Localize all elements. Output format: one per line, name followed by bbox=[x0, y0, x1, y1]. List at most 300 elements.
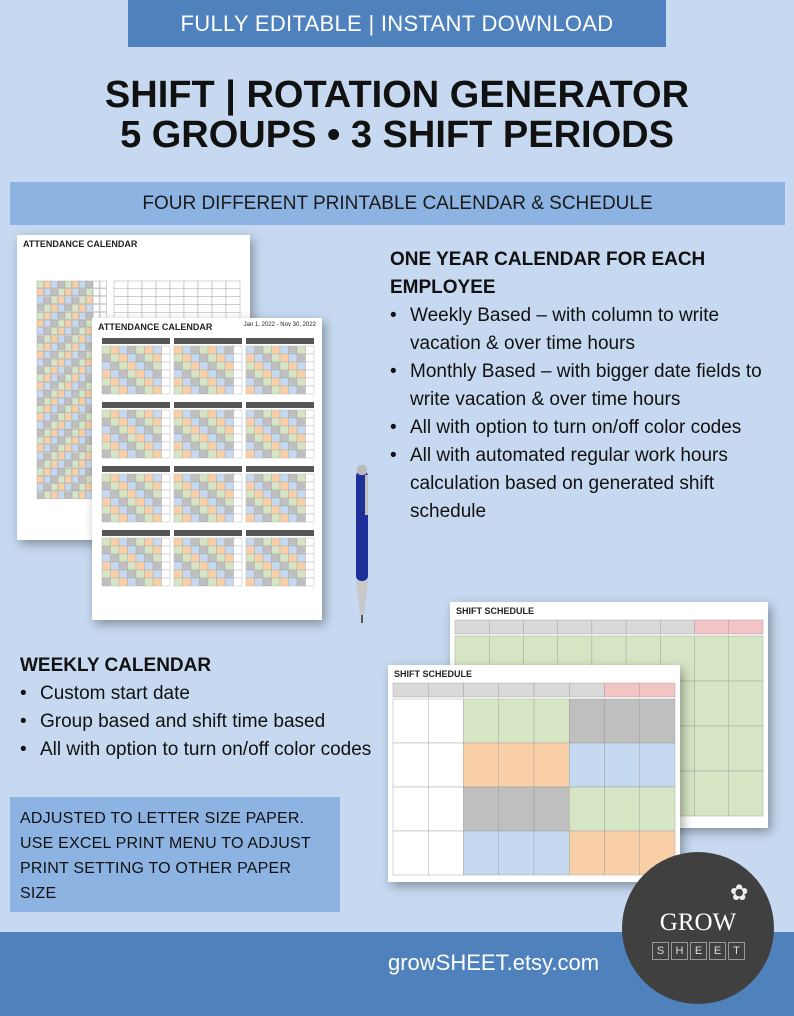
grid-cell bbox=[102, 466, 170, 472]
grid-cell bbox=[79, 382, 86, 389]
grid-cell bbox=[255, 554, 264, 562]
grid-cell bbox=[289, 410, 298, 418]
grid-cell bbox=[153, 554, 162, 562]
grid-cell bbox=[225, 378, 234, 386]
grid-cell bbox=[119, 538, 128, 546]
grid-cell bbox=[136, 362, 145, 370]
grid-cell bbox=[225, 346, 234, 354]
grid-cell bbox=[136, 490, 145, 498]
grid-cell bbox=[128, 482, 137, 490]
feature-item: • All with automated regular work hours calculation based on generated shift schedule bbox=[390, 442, 770, 526]
attendance-calendar-monthly-preview bbox=[92, 318, 322, 620]
grid-cell bbox=[93, 281, 100, 288]
grid-cell bbox=[660, 620, 694, 634]
grid-cell bbox=[255, 418, 264, 426]
grid-cell bbox=[37, 382, 44, 389]
grid-cell bbox=[255, 498, 264, 506]
grid-cell bbox=[255, 538, 264, 546]
grid-cell bbox=[58, 492, 65, 499]
grid-cell bbox=[37, 414, 44, 421]
grid-cell bbox=[37, 304, 44, 311]
grid-cell bbox=[263, 362, 272, 370]
grid-cell bbox=[208, 538, 217, 546]
grid-cell bbox=[297, 570, 306, 578]
grid-cell bbox=[246, 530, 314, 536]
grid-cell bbox=[58, 468, 65, 475]
grid-cell bbox=[72, 304, 79, 311]
grid-cell bbox=[72, 312, 79, 319]
grid-cell bbox=[111, 562, 120, 570]
grid-cell bbox=[65, 297, 72, 304]
grid-cell bbox=[191, 514, 200, 522]
grid-cell bbox=[37, 367, 44, 374]
grid-cell bbox=[86, 289, 93, 296]
grid-cell bbox=[272, 546, 281, 554]
grid-cell bbox=[145, 370, 154, 378]
grid-cell bbox=[102, 354, 111, 362]
grid-cell bbox=[558, 620, 592, 634]
grid-cell bbox=[191, 562, 200, 570]
grid-cell bbox=[44, 359, 51, 366]
grid-cell bbox=[37, 492, 44, 499]
grid-cell bbox=[217, 442, 226, 450]
grid-cell bbox=[79, 390, 86, 397]
grid-cell bbox=[280, 514, 289, 522]
grid-cell bbox=[200, 410, 209, 418]
grid-cell bbox=[145, 354, 154, 362]
grid-cell bbox=[272, 418, 281, 426]
grid-cell bbox=[234, 498, 243, 506]
grid-cell bbox=[263, 386, 272, 394]
grid-cell bbox=[102, 490, 111, 498]
grid-cell bbox=[272, 426, 281, 434]
grid-cell bbox=[246, 482, 255, 490]
grid-cell bbox=[263, 442, 272, 450]
grid-cell bbox=[153, 426, 162, 434]
grid-cell bbox=[162, 554, 171, 562]
grid-cell bbox=[111, 346, 120, 354]
grid-cell bbox=[569, 787, 604, 831]
grid-cell bbox=[162, 346, 171, 354]
grid-cell bbox=[225, 418, 234, 426]
grid-cell bbox=[44, 328, 51, 335]
grid-cell bbox=[217, 490, 226, 498]
grid-cell bbox=[44, 375, 51, 382]
weekly-heading: WEEKLY CALENDAR bbox=[20, 655, 212, 676]
grid-cell bbox=[44, 351, 51, 358]
grid-cell bbox=[174, 402, 242, 408]
grid-cell bbox=[695, 681, 729, 726]
grid-cell bbox=[162, 514, 171, 522]
grid-cell bbox=[464, 683, 499, 697]
grid-cell bbox=[272, 554, 281, 562]
grid-cell bbox=[100, 304, 107, 311]
grid-cell bbox=[246, 370, 255, 378]
grid-cell bbox=[255, 474, 264, 482]
grid-cell bbox=[44, 336, 51, 343]
grid-cell bbox=[640, 699, 675, 743]
grid-cell bbox=[263, 410, 272, 418]
grid-cell bbox=[198, 289, 212, 297]
grid-cell bbox=[174, 570, 183, 578]
grid-cell bbox=[297, 450, 306, 458]
grid-cell bbox=[263, 538, 272, 546]
grid-cell bbox=[65, 421, 72, 428]
grid-cell bbox=[464, 831, 499, 875]
grid-cell bbox=[208, 418, 217, 426]
grid-cell bbox=[289, 354, 298, 362]
grid-cell bbox=[136, 450, 145, 458]
grid-cell bbox=[183, 474, 192, 482]
grid-cell bbox=[65, 336, 72, 343]
grid-cell bbox=[272, 354, 281, 362]
grid-cell bbox=[174, 338, 242, 344]
grid-cell bbox=[72, 343, 79, 350]
grid-cell bbox=[145, 426, 154, 434]
grid-cell bbox=[44, 492, 51, 499]
grid-cell bbox=[136, 514, 145, 522]
grid-cell bbox=[102, 442, 111, 450]
grid-cell bbox=[128, 498, 137, 506]
grid-cell bbox=[100, 281, 107, 288]
grid-cell bbox=[174, 346, 183, 354]
grid-cell bbox=[208, 442, 217, 450]
grid-cell bbox=[499, 831, 534, 875]
grid-cell bbox=[72, 367, 79, 374]
grid-cell bbox=[44, 343, 51, 350]
grid-cell bbox=[174, 466, 242, 472]
grid-cell bbox=[212, 289, 226, 297]
grid-cell bbox=[156, 289, 170, 297]
grid-cell bbox=[51, 492, 58, 499]
grid-cell bbox=[79, 460, 86, 467]
grid-cell bbox=[234, 410, 243, 418]
grid-cell bbox=[114, 304, 128, 312]
grid-cell bbox=[217, 514, 226, 522]
grid-cell bbox=[162, 410, 171, 418]
grid-cell bbox=[272, 410, 281, 418]
grid-cell bbox=[86, 297, 93, 304]
grid-cell bbox=[51, 406, 58, 413]
grid-cell bbox=[217, 578, 226, 586]
grid-cell bbox=[79, 320, 86, 327]
grid-cell bbox=[128, 346, 137, 354]
grid-cell bbox=[217, 482, 226, 490]
grid-cell bbox=[128, 506, 137, 514]
grid-cell bbox=[255, 426, 264, 434]
grid-cell bbox=[306, 450, 315, 458]
grid-cell bbox=[208, 490, 217, 498]
grid-cell bbox=[191, 442, 200, 450]
grid-cell bbox=[289, 546, 298, 554]
grid-cell bbox=[695, 771, 729, 816]
shop-url[interactable]: growSHEET.etsy.com bbox=[388, 950, 600, 975]
grid-cell bbox=[191, 370, 200, 378]
grid-cell bbox=[174, 474, 183, 482]
grid-cell bbox=[128, 281, 142, 289]
grid-cell bbox=[183, 346, 192, 354]
grid-cell bbox=[44, 414, 51, 421]
grid-cell bbox=[65, 484, 72, 491]
grid-cell bbox=[234, 482, 243, 490]
grid-cell bbox=[111, 474, 120, 482]
grid-cell bbox=[225, 482, 234, 490]
grid-cell bbox=[51, 343, 58, 350]
grid-cell bbox=[234, 546, 243, 554]
grid-cell bbox=[174, 378, 183, 386]
grid-cell bbox=[246, 554, 255, 562]
grid-cell bbox=[200, 386, 209, 394]
grid-cell bbox=[58, 343, 65, 350]
grid-cell bbox=[174, 354, 183, 362]
grid-cell bbox=[183, 482, 192, 490]
grid-cell bbox=[306, 354, 315, 362]
grid-cell bbox=[128, 354, 137, 362]
grid-cell bbox=[162, 450, 171, 458]
grid-cell bbox=[225, 546, 234, 554]
grid-cell bbox=[58, 437, 65, 444]
grid-cell bbox=[65, 359, 72, 366]
grid-cell bbox=[263, 450, 272, 458]
feature-item: • Weekly Based – with column to write vacation & over time hours bbox=[390, 302, 770, 358]
logo-letter: E bbox=[709, 942, 726, 960]
grid-cell bbox=[246, 514, 255, 522]
grid-cell bbox=[246, 434, 255, 442]
grid-cell bbox=[246, 402, 314, 408]
grid-cell bbox=[65, 429, 72, 436]
grid-cell bbox=[170, 289, 184, 297]
grid-cell bbox=[246, 562, 255, 570]
grid-cell bbox=[226, 289, 240, 297]
grid-cell bbox=[695, 636, 729, 681]
grid-cell bbox=[289, 378, 298, 386]
grid-cell bbox=[234, 346, 243, 354]
grid-cell bbox=[306, 490, 315, 498]
grid-cell bbox=[162, 506, 171, 514]
grid-cell bbox=[200, 514, 209, 522]
grid-cell bbox=[153, 410, 162, 418]
grid-cell bbox=[119, 498, 128, 506]
grid-cell bbox=[174, 538, 183, 546]
grid-cell bbox=[102, 386, 111, 394]
grid-cell bbox=[217, 354, 226, 362]
grid-cell bbox=[246, 354, 255, 362]
grid-cell bbox=[65, 289, 72, 296]
grid-cell bbox=[102, 362, 111, 370]
grid-cell bbox=[37, 437, 44, 444]
grid-cell bbox=[153, 506, 162, 514]
grid-cell bbox=[234, 442, 243, 450]
grid-cell bbox=[51, 297, 58, 304]
grid-cell bbox=[191, 362, 200, 370]
grid-cell bbox=[128, 490, 137, 498]
grid-cell bbox=[534, 831, 569, 875]
grid-cell bbox=[191, 434, 200, 442]
grid-cell bbox=[217, 362, 226, 370]
grid-cell bbox=[119, 482, 128, 490]
grid-cell bbox=[191, 474, 200, 482]
yearly-heading: ONE YEAR CALENDAR FOR EACH EMPLOYEE bbox=[390, 249, 706, 298]
grid-cell bbox=[255, 386, 264, 394]
grid-cell bbox=[217, 426, 226, 434]
grid-cell bbox=[44, 312, 51, 319]
grid-cell bbox=[255, 514, 264, 522]
grid-cell bbox=[44, 484, 51, 491]
grid-cell bbox=[44, 320, 51, 327]
grid-cell bbox=[153, 354, 162, 362]
grid-cell bbox=[280, 378, 289, 386]
schedule-grid bbox=[388, 681, 680, 878]
grid-cell bbox=[729, 636, 763, 681]
grid-cell bbox=[306, 362, 315, 370]
grid-cell bbox=[191, 346, 200, 354]
logo-grow: GROW bbox=[659, 909, 737, 936]
grid-cell bbox=[246, 506, 255, 514]
grid-cell bbox=[280, 562, 289, 570]
preview-title: ATTENDANCE CALENDAR bbox=[23, 239, 138, 249]
grid-cell bbox=[255, 354, 264, 362]
grid-cell bbox=[246, 450, 255, 458]
grid-cell bbox=[272, 442, 281, 450]
grid-cell bbox=[208, 410, 217, 418]
grid-cell bbox=[111, 570, 120, 578]
grid-cell bbox=[51, 437, 58, 444]
grid-cell bbox=[393, 699, 428, 743]
grid-cell bbox=[58, 312, 65, 319]
grid-cell bbox=[37, 453, 44, 460]
grid-cell bbox=[153, 370, 162, 378]
grid-cell bbox=[58, 351, 65, 358]
grid-cell bbox=[455, 620, 489, 634]
grid-cell bbox=[79, 398, 86, 405]
grid-cell bbox=[183, 546, 192, 554]
grid-cell bbox=[499, 683, 534, 697]
grid-cell bbox=[128, 474, 137, 482]
grid-cell bbox=[111, 370, 120, 378]
grid-cell bbox=[225, 426, 234, 434]
grid-cell bbox=[605, 831, 640, 875]
grid-cell bbox=[58, 476, 65, 483]
grid-cell bbox=[65, 414, 72, 421]
grid-cell bbox=[464, 787, 499, 831]
grid-cell bbox=[306, 578, 315, 586]
grid-cell bbox=[534, 787, 569, 831]
grid-cell bbox=[44, 390, 51, 397]
grid-cell bbox=[119, 554, 128, 562]
grid-cell bbox=[217, 434, 226, 442]
grid-cell bbox=[217, 346, 226, 354]
grid-cell bbox=[255, 378, 264, 386]
grid-cell bbox=[263, 370, 272, 378]
grid-cell bbox=[191, 386, 200, 394]
grid-cell bbox=[499, 743, 534, 787]
grid-cell bbox=[208, 362, 217, 370]
grid-cell bbox=[102, 338, 170, 344]
grid-cell bbox=[37, 281, 44, 288]
grid-cell bbox=[306, 498, 315, 506]
grid-cell bbox=[280, 386, 289, 394]
grid-cell bbox=[297, 418, 306, 426]
grid-cell bbox=[79, 492, 86, 499]
grid-cell bbox=[297, 482, 306, 490]
grid-cell bbox=[44, 406, 51, 413]
grid-cell bbox=[255, 434, 264, 442]
grid-cell bbox=[65, 304, 72, 311]
grid-cell bbox=[79, 289, 86, 296]
grid-cell bbox=[58, 304, 65, 311]
grid-cell bbox=[225, 474, 234, 482]
grid-cell bbox=[136, 354, 145, 362]
grid-cell bbox=[145, 474, 154, 482]
grid-cell bbox=[162, 362, 171, 370]
grid-cell bbox=[226, 297, 240, 305]
grid-cell bbox=[289, 362, 298, 370]
grid-cell bbox=[246, 538, 255, 546]
grid-cell bbox=[225, 562, 234, 570]
grid-cell bbox=[65, 406, 72, 413]
grid-cell bbox=[145, 506, 154, 514]
grid-cell bbox=[246, 546, 255, 554]
grid-cell bbox=[153, 442, 162, 450]
grid-cell bbox=[183, 410, 192, 418]
grid-cell bbox=[119, 354, 128, 362]
grid-cell bbox=[145, 538, 154, 546]
grid-cell bbox=[280, 554, 289, 562]
grid-cell bbox=[128, 426, 137, 434]
grid-cell bbox=[234, 578, 243, 586]
grid-cell bbox=[136, 546, 145, 554]
grid-cell bbox=[153, 474, 162, 482]
grid-cell bbox=[208, 378, 217, 386]
grid-cell bbox=[156, 281, 170, 289]
shift-schedule-preview-2 bbox=[388, 665, 680, 882]
grid-cell bbox=[128, 370, 137, 378]
grid-cell bbox=[255, 362, 264, 370]
grid-cell bbox=[37, 312, 44, 319]
grid-cell bbox=[297, 498, 306, 506]
grid-cell bbox=[65, 328, 72, 335]
grid-cell bbox=[51, 367, 58, 374]
grid-cell bbox=[263, 490, 272, 498]
grid-cell bbox=[119, 450, 128, 458]
grid-cell bbox=[272, 506, 281, 514]
grid-cell bbox=[72, 351, 79, 358]
grid-cell bbox=[272, 386, 281, 394]
grid-cell bbox=[569, 699, 604, 743]
grid-cell bbox=[119, 570, 128, 578]
grid-cell bbox=[183, 386, 192, 394]
grid-cell bbox=[183, 570, 192, 578]
grid-cell bbox=[72, 429, 79, 436]
grid-cell bbox=[280, 426, 289, 434]
grid-cell bbox=[111, 514, 120, 522]
grid-cell bbox=[142, 281, 156, 289]
grid-cell bbox=[306, 418, 315, 426]
grid-cell bbox=[119, 410, 128, 418]
grid-cell bbox=[246, 498, 255, 506]
grid-cell bbox=[37, 468, 44, 475]
grid-cell bbox=[428, 743, 463, 787]
grid-cell bbox=[128, 289, 142, 297]
grid-cell bbox=[208, 354, 217, 362]
grid-cell bbox=[297, 546, 306, 554]
grid-cell bbox=[51, 398, 58, 405]
grid-cell bbox=[191, 554, 200, 562]
grid-cell bbox=[225, 370, 234, 378]
grid-cell bbox=[729, 620, 763, 634]
grid-cell bbox=[72, 390, 79, 397]
flower-icon: ✿ bbox=[730, 880, 749, 905]
